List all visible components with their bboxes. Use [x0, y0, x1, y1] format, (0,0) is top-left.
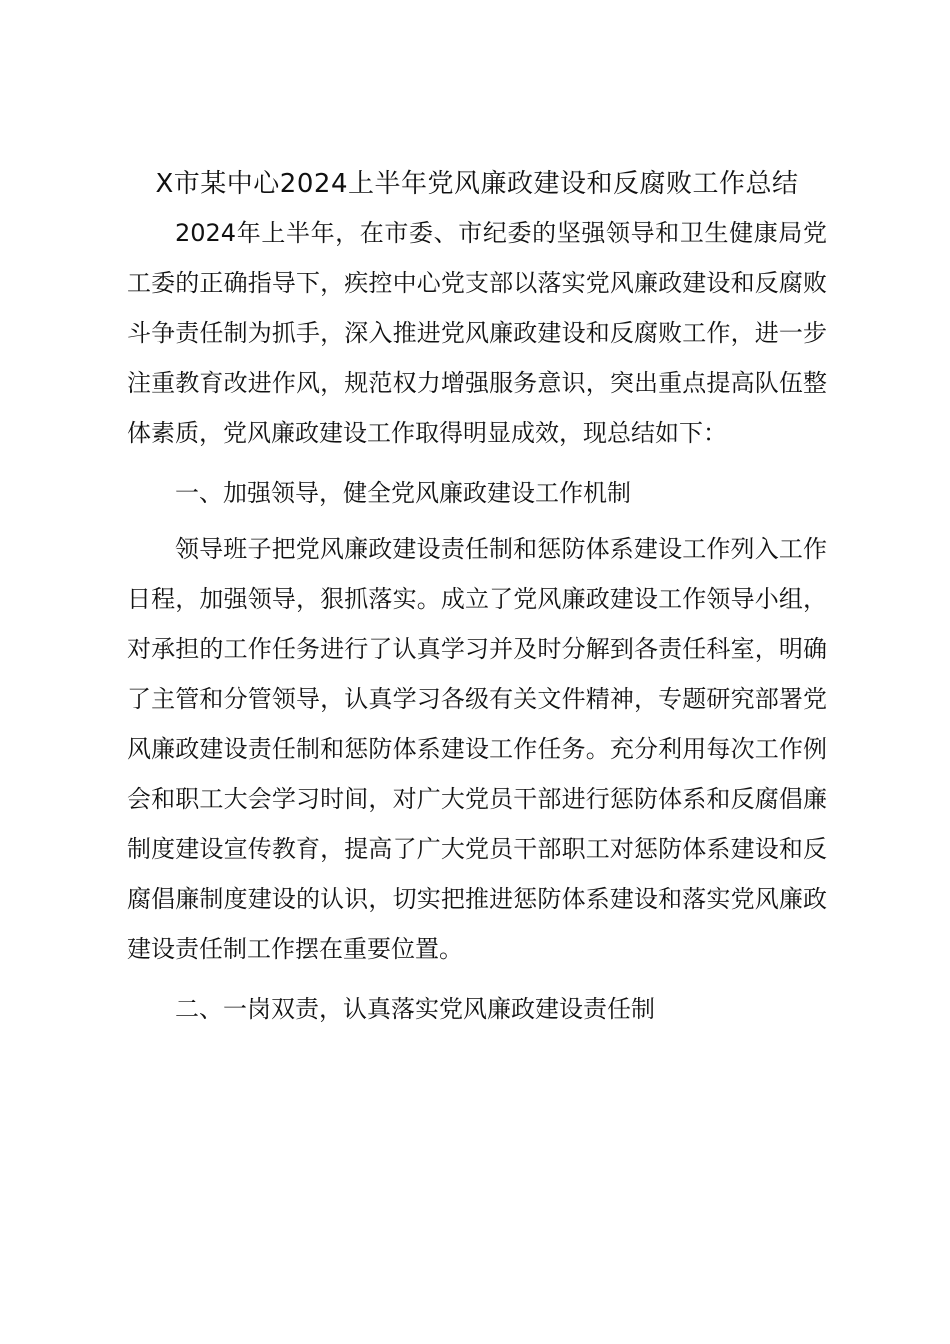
section-2-heading: 二、一岗双责，认真落实党风廉政建设责任制: [175, 995, 655, 1023]
intro-paragraph: 2024年上半年，在市委、市纪委的坚强领导和卫生健康局党工委的正确指导下，疾控中心党支部以落实党风廉政建设和反腐败斗争责任制为抓手，深入推进党风廉政建设和反腐败工作，进一步注重教育改进作风，规范权力增强服务意识，突出重点提高队伍整体素质，党风廉政建设工作取得明显成效，现总结如下：: [127, 219, 827, 447]
document-title: X市某中心2024上半年党风廉政建设和反腐败工作总结: [155, 169, 799, 199]
document-body: [127, 160, 827, 1034]
section-1-heading: 一、加强领导，健全党风廉政建设工作机制: [175, 479, 631, 507]
section-1-body: 领导班子把党风廉政建设责任制和惩防体系建设工作列入工作日程，加强领导，狠抓落实。成立了党风廉政建设工作领导小组，对承担的工作任务进行了认真学习并及时分解到各责任科室，明确了主管和分管领导，认真学习各级有关文件精神，专题研究部署党风廉政建设责任制和惩防体系建设工作任务。充分利用每次工作例会和职工大会学习时间，对广大党员干部进行惩防体系和反腐倡廉制度建设宣传教育，提高了广大党员干部职工对惩防体系建设和反腐倡廉制度建设的认识，切实把推进惩防体系建设和落实党风廉政建设责任制工作摆在重要位置。: [127, 535, 827, 963]
